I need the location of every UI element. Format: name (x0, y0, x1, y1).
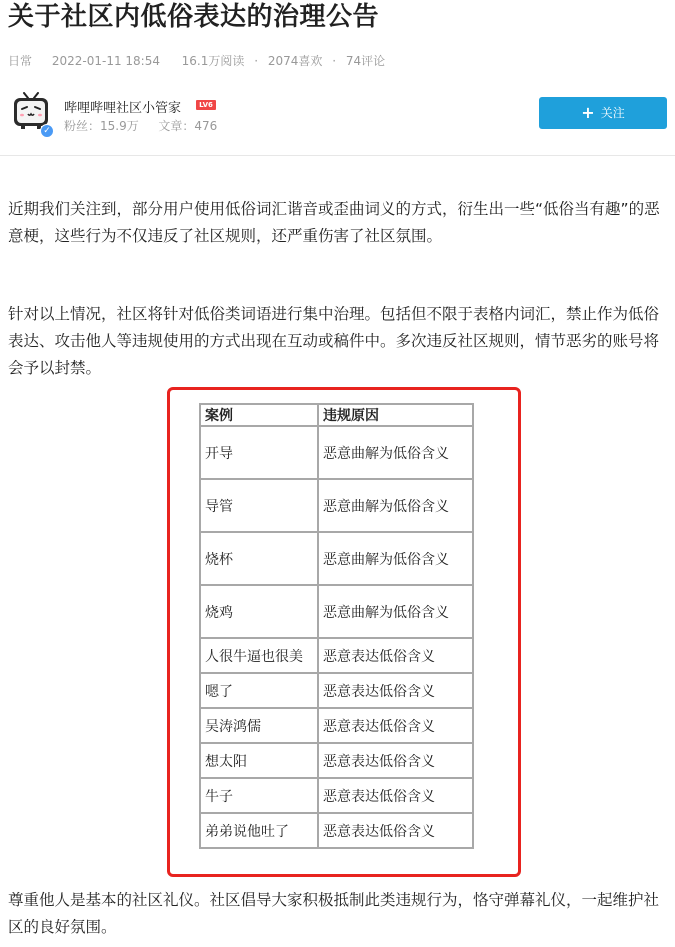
table-cell-reason: 恶意曲解为低俗含义 (318, 532, 473, 585)
table-cell-case: 嗯了 (200, 673, 318, 708)
table-row (200, 778, 473, 813)
table-row (200, 708, 473, 743)
table-row (200, 585, 473, 638)
table-row (200, 673, 473, 708)
article-views: 16.1万阅读 (181, 54, 245, 68)
table-row (200, 532, 473, 585)
author-articles: 文章：476 (158, 119, 218, 133)
table-cell-case: 烧杯 (200, 532, 318, 585)
table-cell-case: 想太阳 (200, 743, 318, 778)
table-cell-reason: 恶意曲解为低俗含义 (318, 479, 473, 532)
table-row (200, 743, 473, 778)
article-likes: 2074喜欢 (267, 54, 323, 68)
table-cell-case: 人很牛逼也很美 (200, 638, 318, 673)
table-row (200, 479, 473, 532)
author-name[interactable]: 哔哩哔哩社区小管家 (64, 101, 182, 116)
plus-icon: + (581, 103, 595, 122)
table-cell-case: 弟弟说他吐了 (200, 813, 318, 848)
article-title: 关于社区内低俗表达的治理公告 (8, 2, 380, 32)
table-header-reason: 违规原因 (318, 404, 473, 426)
table-cell-reason: 恶意表达低俗含义 (318, 743, 473, 778)
verified-icon: ✓ (40, 124, 54, 138)
meta-separator: · (332, 54, 337, 68)
table-cell-reason: 恶意表达低俗含义 (318, 813, 473, 848)
table-cell-case: 烧鸡 (200, 585, 318, 638)
article-comments: 74评论 (345, 54, 386, 68)
table-header-row (200, 404, 473, 426)
table-row (200, 426, 473, 479)
author-stats (64, 117, 217, 134)
table-cell-reason: 恶意表达低俗含义 (318, 778, 473, 813)
table-cell-case: 吴涛鸿儒 (200, 708, 318, 743)
table-cell-reason: 恶意表达低俗含义 (318, 708, 473, 743)
article-category[interactable]: 日常 (8, 54, 33, 68)
article-datetime: 2022-01-11 18:54 (51, 54, 160, 68)
author-fans: 粉丝：15.9万 (64, 119, 139, 133)
follow-label: 关注 (600, 106, 625, 120)
table-row (200, 813, 473, 848)
level-badge: LV6 (196, 100, 216, 110)
body-paragraph-1: 近期我们关注到，部分用户使用低俗词汇谐音或歪曲词义的方式，衍生出一些“低俗当有趣”的恶意梗，这些行为不仅违反了社区规则，还严重伤害了社区氛围。 (8, 200, 660, 245)
table-cell-reason: 恶意表达低俗含义 (318, 673, 473, 708)
table-row (200, 638, 473, 673)
table-cell-reason: 恶意曲解为低俗含义 (318, 585, 473, 638)
body-paragraph-2: 针对以上情况，社区将针对低俗类词语进行集中治理。包括但不限于表格内词汇，禁止作为低俗表达、攻击他人等违规使用的方式出现在互动或稿件中。多次违反社区规则，情节恶劣的账号将会予以封禁。 (8, 305, 660, 377)
header-divider (0, 155, 675, 156)
body-paragraph-3: 尊重他人是基本的社区礼仪。社区倡导大家积极抵制此类违规行为，恪守弹幕礼仪，一起维护社区的良好氛围。 (8, 891, 660, 936)
follow-button[interactable] (539, 97, 667, 129)
article-meta (8, 52, 385, 69)
table-cell-case: 开导 (200, 426, 318, 479)
table-cell-case: 牛子 (200, 778, 318, 813)
table-cell-reason: 恶意表达低俗含义 (318, 638, 473, 673)
cases-table (199, 403, 474, 849)
table-cell-reason: 恶意曲解为低俗含义 (318, 426, 473, 479)
table-header-case: 案例 (200, 404, 318, 426)
meta-separator: · (254, 54, 259, 68)
table-cell-case: 导管 (200, 479, 318, 532)
author-card (8, 92, 668, 140)
